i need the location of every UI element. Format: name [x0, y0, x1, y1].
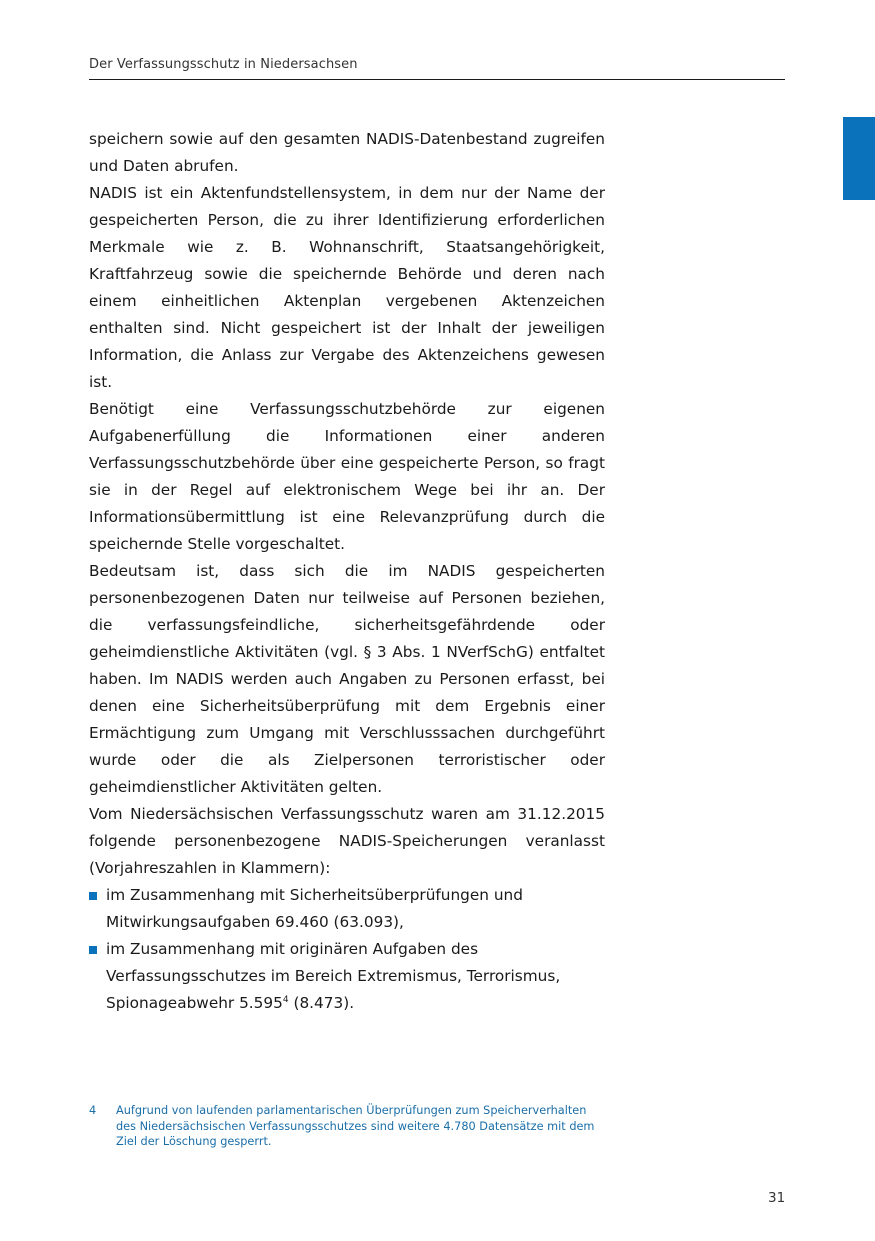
paragraph: Vom Niedersächsischen Verfassungsschutz waren am 31.12.2015 folgende personenbezogene NADIS-Speicherungen veranlasst (Vorjahreszahlen in Klammern):: [89, 805, 605, 877]
body-text: [89, 126, 605, 1017]
list-item-text: im Zusammenhang mit Sicherheitsüberprüfungen und Mitwirkungsaufgaben 69.460 (63.093),: [106, 886, 523, 931]
paragraph: Bedeutsam ist, dass sich die im NADIS gespeicherten personenbezogenen Daten nur teilweise auf Personen beziehen, die verfassungsfeindliche, sicherheitsgefährdende oder geheimdienstliche Aktivitäten (vgl. § 3 Abs. 1 NVerfSchG) entfaltet haben. Im NADIS werden auch Angaben zu Personen erfasst, bei denen eine Sicherheitsüberprüfung mit dem Ergebnis einer Ermächtigung zum Umgang mit Verschlusssachen durchgeführt wurde oder die als Zielpersonen terroristischer oder geheimdienstlicher Aktivitäten gelten.: [89, 562, 605, 796]
paragraph: speichern sowie auf den gesamten NADIS-Datenbestand zugreifen und Daten abrufen.: [89, 130, 605, 175]
list-item: [89, 882, 605, 936]
list-item-text: im Zusammenhang mit originären Aufgaben des Verfassungsschutzes im Bereich Extremismus, Terrorismus, Spionageabwehr 5.595: [106, 940, 561, 1012]
list-item: [89, 936, 605, 1017]
page-number: 31: [768, 1190, 786, 1206]
chapter-tab-marker: [843, 117, 875, 200]
footnote-number: 4: [89, 1104, 97, 1117]
footnote: [89, 1103, 609, 1150]
list-item-text-tail: (8.473).: [288, 994, 355, 1012]
paragraph: NADIS ist ein Aktenfundstellensystem, in dem nur der Name der gespeicherten Person, die zu ihrer Identifizierung erforderlichen Merkmale wie z. B. Wohnanschrift, Staatsangehörigkeit, Kraftfahrzeug sowie die speichernde Behörde und deren nach einem einheitlichen Aktenplan vergebenen Aktenzeichen enthalten sind. Nicht gespeichert ist der Inhalt der jeweiligen Information, die Anlass zur Vergabe des Aktenzeichens gewesen ist.: [89, 184, 605, 391]
paragraph: Benötigt eine Verfassungsschutzbehörde zur eigenen Aufgabenerfüllung die Informationen einer anderen Verfassungsschutzbehörde über eine gespeicherte Person, so fragt sie in der Regel auf elektronischem Wege bei ihr an. Der Informationsübermittlung ist eine Relevanzprüfung durch die speichernde Stelle vorgeschaltet.: [89, 400, 605, 553]
footnote-text: Aufgrund von laufenden parlamentarischen Überprüfungen zum Speicherverhalten des Niedersächsischen Verfassungsschutzes sind weitere 4.780 Datensätze mit dem Ziel der Löschung gesperrt.: [116, 1104, 595, 1148]
header-rule: [89, 79, 785, 80]
bullet-list: [89, 882, 605, 1017]
square-bullet-icon: [89, 892, 97, 900]
footnote-reference[interactable]: 4: [282, 994, 289, 1005]
square-bullet-icon: [89, 946, 97, 954]
running-header: Der Verfassungsschutz in Niedersachsen: [89, 57, 358, 72]
